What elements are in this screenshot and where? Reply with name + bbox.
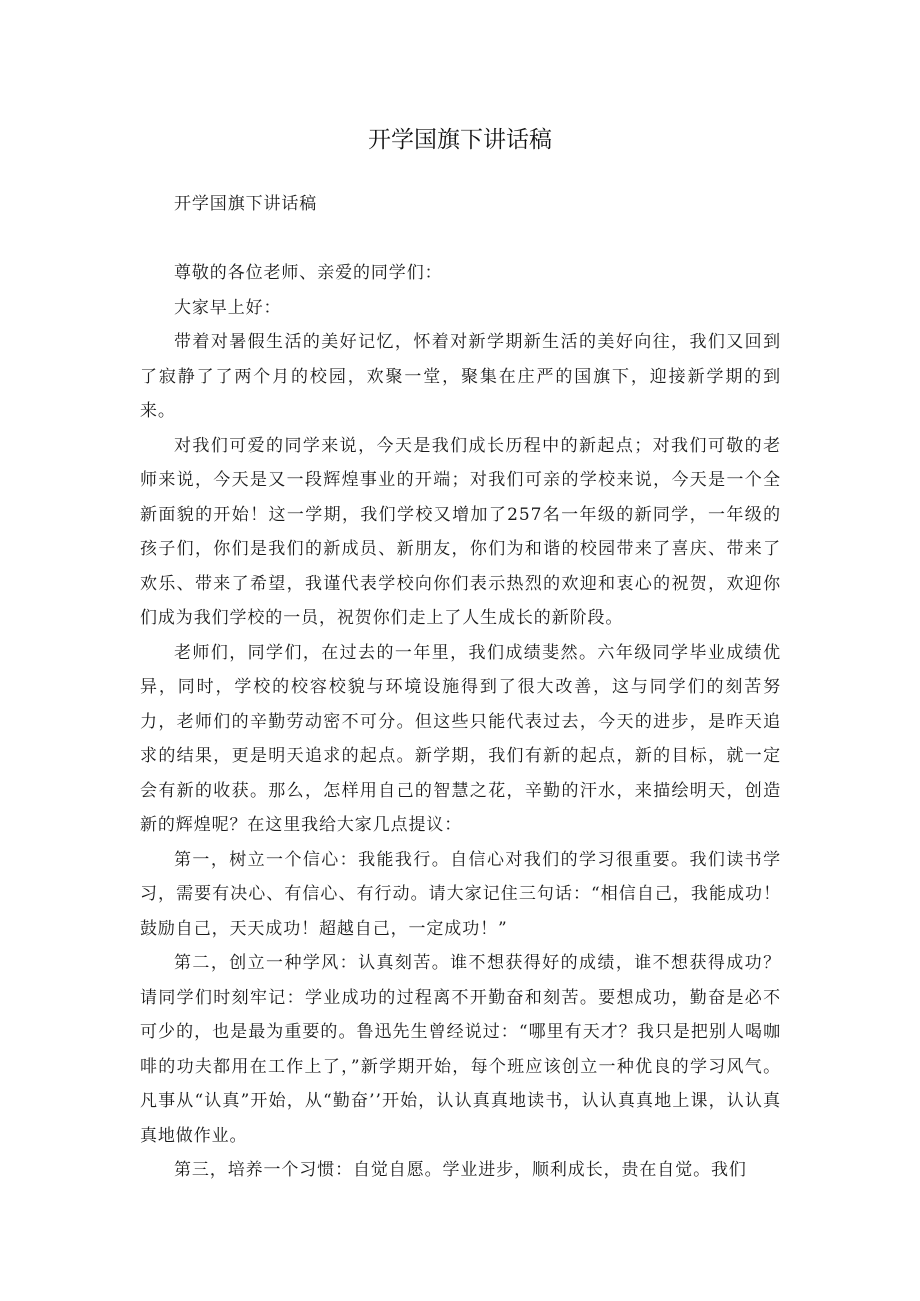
paragraph: 老师们，同学们，在过去的一年里，我们成绩斐然。六年级同学毕业成绩优异，同时，学校的校容校貌与环境设施得到了很大改善，这与同学们的刻苦努力，老师们的辛勤劳动密不可分。但这些只能代表过去，今天的进步，是昨天追求的结果，更是明天追求的起点。新学期，我们有新的起点，新的目标，就一定会有新的收获。那么，怎样用自己的智慧之花，辛勤的汗水，来描绘明天，创造新的辉煌呢？在这里我给大家几点提议： [140,642,781,835]
paragraph: 第一，树立一个信心：我能我行。自信心对我们的学习很重要。我们读书学习，需要有决心、有信心、有行动。请大家记住三句话：“相信自己，我能成功！鼓励自己，天天成功！超越自己，一定成功！” [140,849,781,939]
document-subtitle: 开学国旗下讲话稿 [174,194,318,214]
greeting: 大家早上好： [174,297,282,318]
paragraph: 第二，创立一种学风：认真刻苦。谁不想获得好的成绩，谁不想获得成功？请同学们时刻牢记：学业成功的过程离不开勤奋和刻苦。要想成功，勤奋是必不可少的，也是最为重要的。鲁迅先生曾经说过：“哪里有天才？我只是把别人喝咖啡的功夫都用在工作上了，”新学期开始，每个班应该创立一种优良的学习风气。凡事从“认真”开始，从“勤奋’’开始，认认真真地读书，认认真真地上课，认认真真地做作业。 [140,953,781,1146]
document-title: 开学国旗下讲话稿 [368,127,552,153]
document-body [140,187,781,1188]
paragraph: 对我们可爱的同学来说，今天是我们成长历程中的新起点；对我们可敬的老师来说，今天是又一段辉煌事业的开端；对我们可亲的学校来说，今天是一个全新面貌的开始！这一学期，我们学校又增加了257名一年级的新同学，一年级的孩子们，你们是我们的新成员、新朋友，你们为和谐的校园带来了喜庆、带来了欢乐、带来了希望，我谨代表学校向你们表示热烈的欢迎和衷心的祝贺，欢迎你们成为我们学校的一员，祝贺你们走上了人生成长的新阶段。 [140,435,781,628]
salutation: 尊敬的各位老师、亲爱的同学们： [174,263,443,283]
paragraph: 第三，培养一个习惯：自觉自愿。学业进步，顺利成长，贵在自觉。我们 [174,1160,747,1180]
paragraph: 带着对暑假生活的美好记忆，怀着对新学期新生活的美好向往，我们又回到了寂静了了两个月的校园，欢聚一堂，聚集在庄严的国旗下，迎接新学期的到来。 [140,332,781,421]
